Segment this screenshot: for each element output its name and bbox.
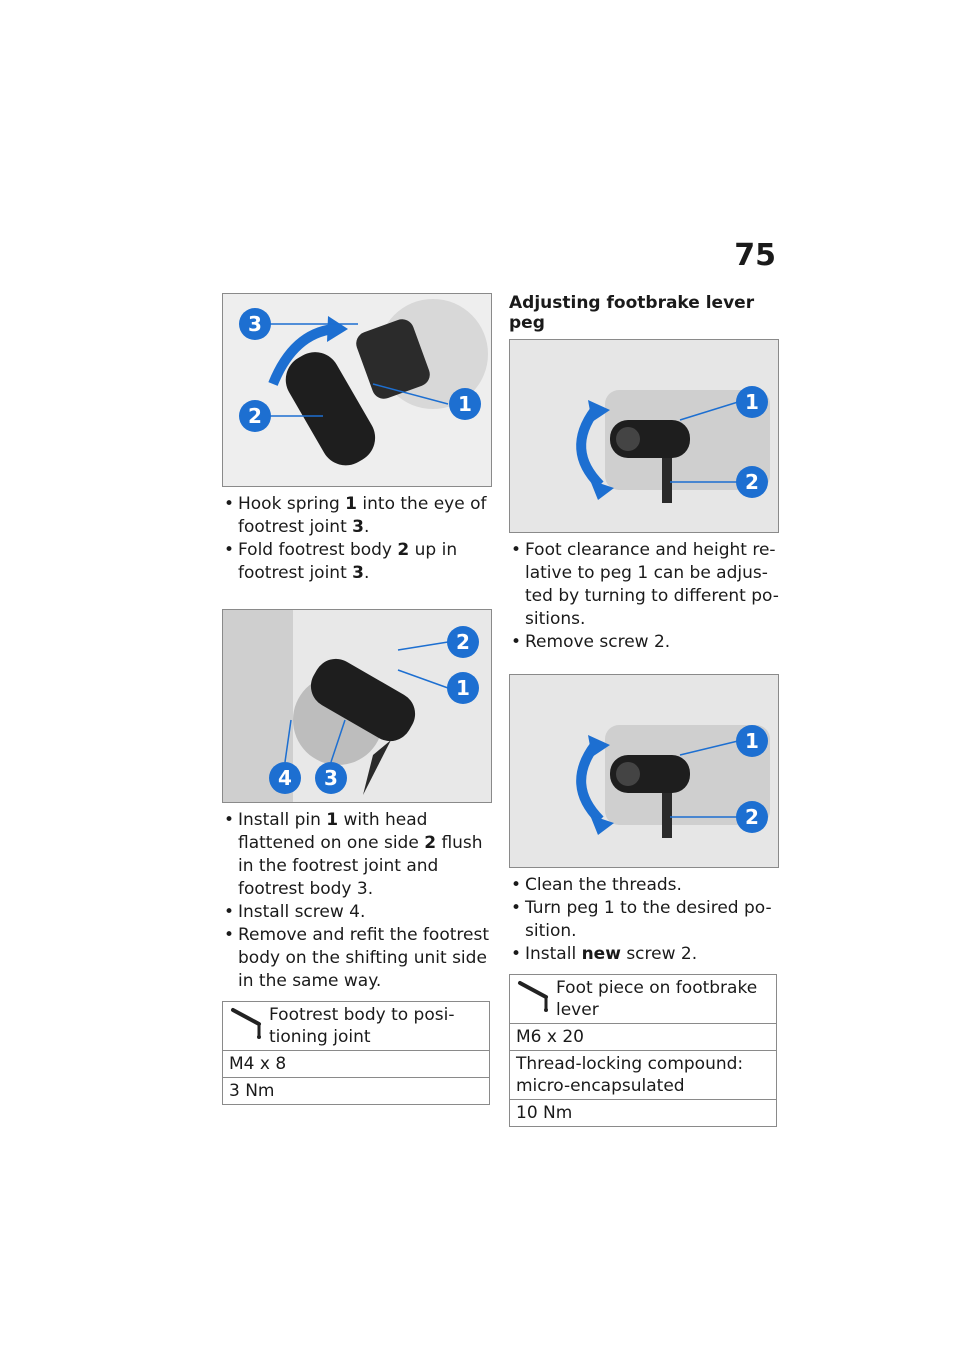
callout-marker [447,626,479,658]
steps-list-3 [509,539,779,654]
svg-text:2: 2 [745,470,759,494]
list-item: • Install screw 4. [222,901,492,924]
callout-marker [269,762,301,794]
svg-text:1: 1 [745,390,759,414]
spec-size: M4 x 8 [223,1051,490,1078]
svg-text:3: 3 [248,312,262,336]
torque-wrench-icon [229,1004,269,1040]
list-item: • Foot clearance and height re-lative to peg 1 can be adjus-ted by turning to different po-sitions. [509,539,779,631]
callout-marker [736,801,768,833]
list-item: • Hook spring 1 into the eye of footrest joint 3. [222,493,492,539]
list-item: • Remove and refit the footrest body on the shifting unit side in the same way. [222,924,492,993]
spec-title: Footrest body to posi-tioning joint [269,1005,455,1047]
torque-spec-table [509,974,777,1127]
callout-marker [315,762,347,794]
list-item: • Fold footrest body 2 up in footrest joint 3. [222,539,492,585]
callout-marker [239,400,271,432]
steps-list-4 [509,874,779,966]
svg-text:4: 4 [278,766,292,790]
list-item: • Clean the threads. [509,874,779,897]
callout-marker [736,386,768,418]
torque-wrench-icon [516,977,556,1013]
list-item: • Install pin 1 with head flattened on one side 2 flush in the footrest joint and footrest body 3. [222,809,492,901]
figure-footrest-pin [222,609,492,803]
spec-torque: 3 Nm [223,1078,490,1105]
svg-text:1: 1 [456,676,470,700]
figure-peg-install [509,674,779,868]
callout-marker [736,466,768,498]
page-number: 75 [734,238,776,273]
callout-marker [239,308,271,340]
spec-torque: 10 Nm [510,1100,777,1127]
left-column [222,293,492,1105]
list-item: • Install new screw 2. [509,943,779,966]
figure-peg-adjust [509,339,779,533]
callout-marker [447,672,479,704]
list-item: • Remove screw 2. [509,631,779,654]
svg-text:2: 2 [745,805,759,829]
spec-title: Foot piece on footbrake lever [556,978,758,1020]
callout-marker [736,725,768,757]
torque-spec-table [222,1001,490,1105]
svg-text:2: 2 [248,404,262,428]
section-heading: Adjusting footbrake lever peg [509,293,755,333]
svg-text:2: 2 [456,630,470,654]
spec-size: M6 x 20 [510,1024,777,1051]
steps-list-1 [222,493,492,585]
right-column [509,293,779,1127]
svg-text:1: 1 [458,392,472,416]
figure-footrest-spring [222,293,492,487]
steps-list-2 [222,809,492,993]
list-item: • Turn peg 1 to the desired po-sition. [509,897,779,943]
svg-text:1: 1 [745,729,759,753]
callout-marker [449,388,481,420]
spec-compound: Thread-locking compound: micro-encapsulated [510,1051,777,1100]
svg-text:3: 3 [324,766,338,790]
